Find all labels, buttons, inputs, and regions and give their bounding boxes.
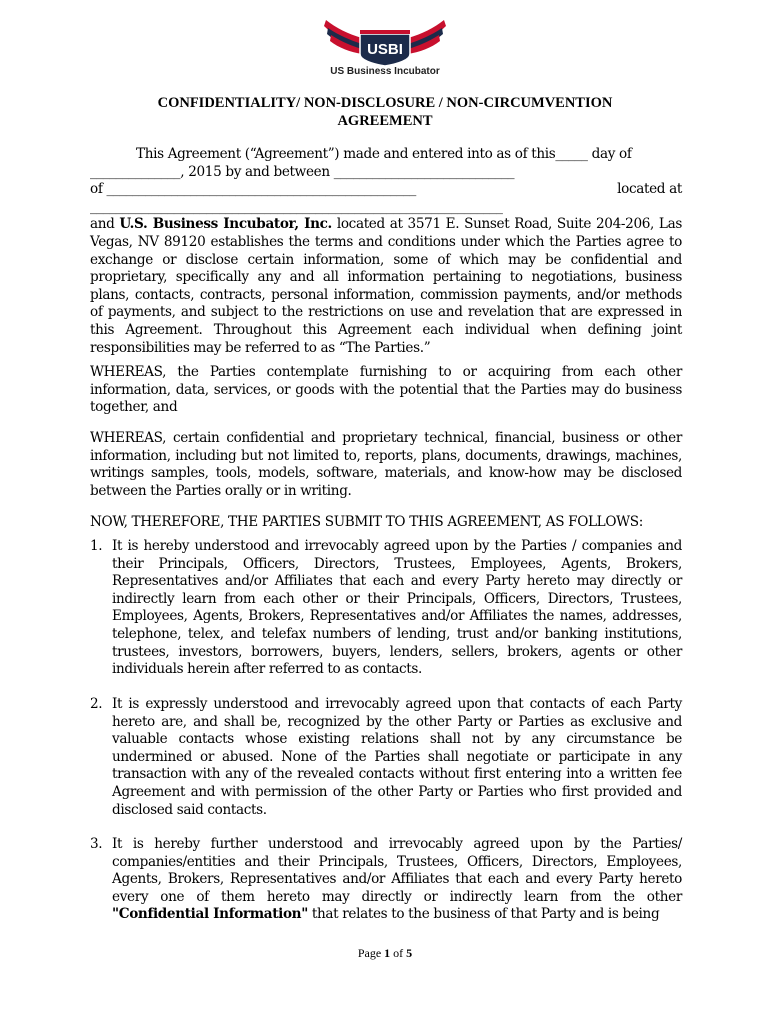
now-therefore-paragraph [90,514,682,532]
title-line-1: CONFIDENTIALITY/ NON-DISCLOSURE / NON-CIRCUMVENTION [157,95,613,111]
page-footer [0,946,770,961]
clause-3-text-end: that relates to the business of that Party and is being [307,906,660,923]
intro-located-at: located at [617,181,682,198]
clause-3 [90,836,682,924]
confidential-information-term: "Confidential Information" [112,906,308,923]
clause-text: It is hereby understood and irrevocably agreed upon by the Parties / companies and their Principals, Officers, Directors, Trustees, Employees, Agents, Brokers, Representatives and/or Affiliates that each and every Party hereto may directly or indirectly learn from each other or their Principals, Officers, Directors, Trustees, Employees, Agents, Brokers, Representatives and/or Affiliates the names, addresses, telephone, telex, and telefax numbers of lending, trust and/or banking institutions, trustees, investors, borrowers, buyers, lenders, sellers, brokers, agents or other individuals herein after referred to as contacts. [112,538,682,678]
clause-2 [90,696,682,819]
clause-text [112,836,682,924]
clause-number: 1. [90,538,103,554]
logo-text: USBI [367,41,403,58]
intro-line-3-blank: of ________________________________________________ [90,181,416,198]
intro-and: and [90,216,120,233]
intro-paragraph [90,146,682,357]
clause-1 [90,538,682,679]
whereas-2-text: WHEREAS, certain confidential and proprietary technical, financial, business or other information, including but not limited to, reports, plans, documents, drawings, machines, writings samples, tools, models, software, materials, and know-how may be disclosed between the Parties orally or in writing. [90,430,682,499]
document-title [90,94,680,130]
intro-line-2: ______________, 2015 by and between ____________________________ [90,163,515,180]
page-label: Page [357,946,385,960]
clause-text: It is expressly understood and irrevocably agreed upon that contacts of each Party hereto are, and shall be, recognized by the other Party or Parties as exclusive and valuable contacts whose existing relations shall not by any circumstance be undermined or abused. None of the Parties shall negotiate or participate in any transaction with any of the revealed contacts without first entering into a written fee Agreement and with permission of the other Party or Parties who first provided and disclosed said contacts. [112,696,682,818]
whereas-paragraph-2 [90,430,682,500]
title-line-2: AGREEMENT [337,113,433,129]
whereas-paragraph-1 [90,364,682,417]
clause-number: 3. [90,836,103,852]
page-total: 5 [406,946,413,960]
clause-3-text-start: It is hereby further understood and irrevocably agreed upon by the Parties/ companies/entities and their Principals, Trustees, Officers, Directors, Employees, Agents, Brokers, Representatives and/or Affiliates that each and every Party hereto every one of them hereto may directly or indirectly learn from the other [112,836,682,905]
intro-line-1: This Agreement (“Agreement”) made and entered into as of this_____ day of [136,146,632,162]
of-label: of [390,946,407,960]
intro-line-4: ________________________________________________________________ [90,198,503,215]
logo-caption: US Business Incubator [330,66,440,77]
page-number: 1 [384,946,391,960]
whereas-1-text: WHEREAS, the Parties contemplate furnishing to or acquiring from each other information, data, services, or goods with the potential that the Parties may do business together, and [90,364,682,416]
intro-body [90,216,682,357]
now-therefore-text: NOW, THEREFORE, THE PARTIES SUBMIT TO THIS AGREEMENT, AS FOLLOWS: [90,514,643,530]
clause-number: 2. [90,696,103,712]
company-name: U.S. Business Incubator, Inc. [119,216,332,233]
intro-body-text: located at 3571 E. Sunset Road, Suite 204-206, Las Vegas, NV 89120 establishes the terms and conditions under which the Parties agree to exchange or disclose certain information, some of which may be confidential and proprietary, specifically any and all information pertaining to negotiations, business plans, contacts, contracts, personal information, commission payments, and/or methods of payments, and subject to the restrictions on use and revelation that are expressed in this Agreement. Throughout this Agreement each individual when defining joint responsibilities may be referred to as “The Parties.” [90,216,682,356]
intro-line-3 [90,181,682,199]
